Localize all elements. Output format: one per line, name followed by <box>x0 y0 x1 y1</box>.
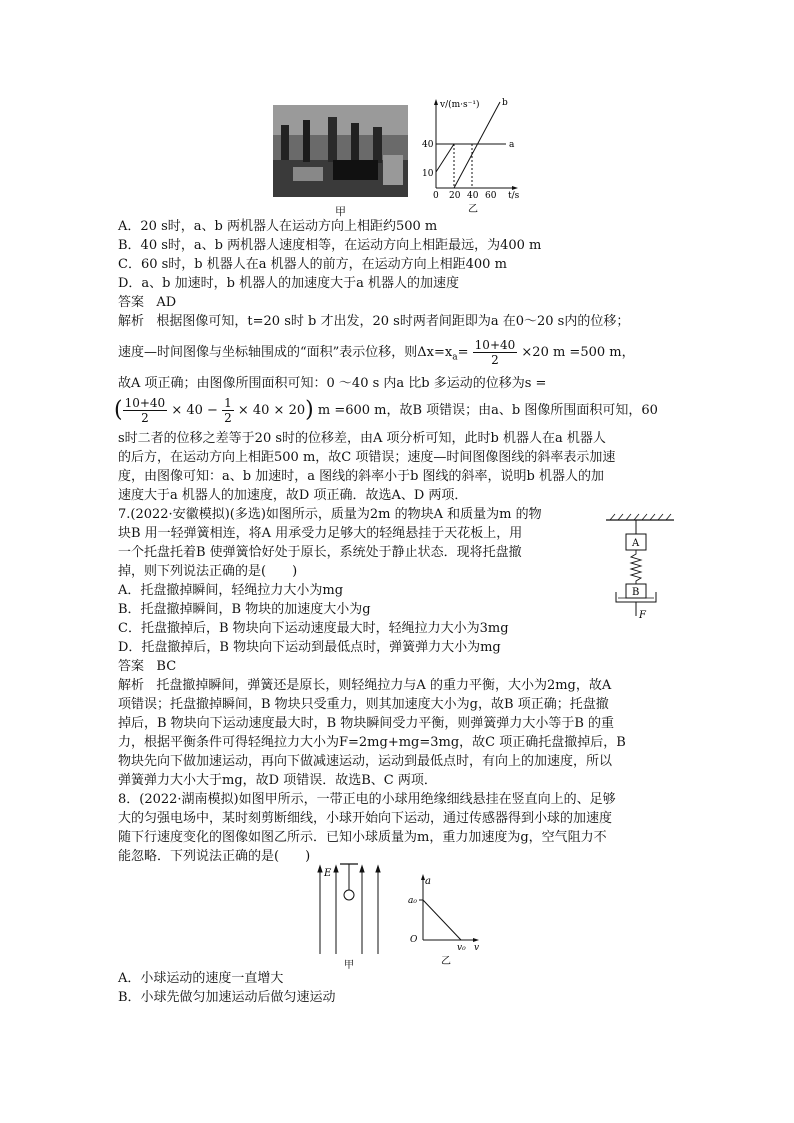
q8-stem-4: 能忽略．下列说法正确的是( ) <box>118 849 311 864</box>
denominator: 2 <box>491 353 499 367</box>
q6-exp-line1 <box>118 313 674 331</box>
q7-option-d: D．托盘撤掉后，B 物块向下运动到最低点时，弹簧弹力大小为mg <box>118 640 501 655</box>
answer-label: 答案 <box>118 295 145 310</box>
q6-exp-line7: 度，由图像可知：a、b 加速时，a 图线的斜率小于b 图线的斜率，说明b 机器人的加 <box>118 469 604 484</box>
q6-exp-line6: 的后方，在运动方向上相距500 m，故C 项错误；速度—时间图像图线的斜率表示加速 <box>118 450 616 465</box>
q6-exp-line5: s时二者的位移之差等于20 s时的位移差，由A 项分析可知，此时b 机器人在a 机器人 <box>118 431 606 446</box>
graph-caption: 乙 <box>468 204 478 214</box>
label-B: B <box>632 587 640 598</box>
label-v: v <box>474 943 480 953</box>
caption-yi: 乙 <box>441 956 451 967</box>
answer-value: BC <box>156 659 177 674</box>
exp-text: m =600 m，故B 项错误；由a、b 图像所围面积可知，60 <box>317 403 658 418</box>
q7-exp-line2: 项错误；托盘撤掉瞬间，B 物块只受重力，则其加速度大小为g，故B 项正确；托盘撤 <box>118 697 609 712</box>
q7-stem-4: 掉，则下列说法正确的是( ) <box>118 564 298 579</box>
tick-20: 20 <box>449 191 461 201</box>
exp-label: 解析 <box>118 678 145 693</box>
tick-60: 60 <box>485 191 497 201</box>
exp-text: 根据图像可知，t=20 s时 b 才出发，20 s时两者间距即为a 在0～20 s内的位移； <box>156 314 630 329</box>
tick-10: 10 <box>422 169 434 179</box>
photo-caption: 甲 <box>335 205 346 218</box>
q6-exp-line3: 故A 项正确；由图像所围面积可知：0 ～40 s 内a 比b 多运动的位移为s = <box>118 376 547 391</box>
graph-line-b: b <box>502 98 508 108</box>
exp-text: 速度—时间图像与坐标轴围成的“面积”表示位移，则Δx=x <box>118 345 453 360</box>
q6-exp-line2 <box>118 338 635 367</box>
q8-stem-3: 随下行速度变化的图像如图乙所示．已知小球质量为m，重力加速度为g，空气阻力不 <box>118 830 607 845</box>
label-E: E <box>324 868 332 879</box>
label-v0: v₀ <box>457 943 466 953</box>
spring-block-figure <box>600 512 680 624</box>
tick-40x: 40 <box>467 191 479 201</box>
exp-text: = <box>457 345 469 360</box>
graph-x-label: t/s <box>508 191 520 201</box>
label-O: O <box>410 935 418 945</box>
q7-answer <box>118 658 176 676</box>
q6-answer <box>118 294 176 312</box>
q7-option-b: B．托盘撤掉瞬间，B 物块的加速度大小为g <box>118 602 371 617</box>
answer-value: AD <box>156 295 177 310</box>
q8-stem-1: 8．(2022·湖南模拟)如图甲所示，一带正电的小球用绝缘细线悬挂在竖直向上的、足够 <box>118 792 616 807</box>
fraction <box>473 338 518 367</box>
exp-text: ×20 m =500 m， <box>521 345 635 360</box>
q6-option-c: C．60 s时，b 机器人在a 机器人的前方，在运动方向上相距400 m <box>118 257 507 272</box>
q6-exp-line8: 速度大于a 机器人的加速度，故D 项正确．故选A、D 两项． <box>118 488 468 503</box>
q7-stem-3: 一个托盘托着B 使弹簧恰好处于原长，系统处于静止状态．现将托盘撤 <box>118 545 522 560</box>
q6-option-a: A．20 s时，a、b 两机器人在运动方向上相距约500 m <box>118 219 438 234</box>
q7-exp-line4: 力，根据平衡条件可得轻绳拉力大小为F=2mg+mg=3mg，故C 项正确托盘撤掉后，B <box>118 735 626 750</box>
graph-line-a: a <box>509 140 515 150</box>
tick-0: 0 <box>433 191 439 201</box>
numerator: 1 <box>224 396 232 410</box>
q8-option-b: B．小球先做匀加速运动后做匀速运动 <box>118 990 336 1005</box>
label-F: F <box>639 610 646 621</box>
exp-label: 解析 <box>118 314 145 329</box>
exp-text: × 40 × 20 <box>237 403 306 418</box>
q8-option-a: A．小球运动的速度一直增大 <box>118 971 284 986</box>
fraction <box>222 396 234 425</box>
q8-stem-2: 大的匀强电场中，某时刻剪断细线，小球开始向下运动，通过传感器得到小球的加速度 <box>118 811 613 826</box>
q7-option-a: A．托盘撤掉瞬间，轻绳拉力大小为mg <box>118 583 344 598</box>
q7-stem-2: 块B 用一轻弹簧相连，将A 用承受力足够大的轻绳悬挂于天花板上，用 <box>118 526 523 541</box>
q7-exp-line1 <box>118 677 611 695</box>
denominator: 2 <box>224 411 232 425</box>
q7-option-c: C．托盘撤掉后，B 物块向下运动速度最大时，轻绳拉力大小为3mg <box>118 621 509 636</box>
vt-graph <box>418 96 528 214</box>
denominator: 2 <box>141 411 149 425</box>
q6-exp-line4: ( $\frac{10+40}{2}$ × 40 − $\frac{1}{2}$ × 40 × 20) m =600 m，故B 项错误；由a、b 图像所围面积可知，60 <box>114 396 658 425</box>
caption-jia: 甲 <box>344 960 354 970</box>
label-A: A <box>632 538 640 549</box>
numerator: 10+40 <box>474 338 516 352</box>
graph-y-label: v/(m·s⁻¹) <box>440 100 480 110</box>
q7-exp-line6: 弹簧弹力大小大于mg，故D 项错误．故选B、C 两项． <box>118 773 437 788</box>
numerator: 10+40 <box>124 396 166 410</box>
robot-photo <box>273 105 408 197</box>
label-a: a <box>425 876 431 887</box>
tick-40: 40 <box>422 140 434 150</box>
q6-option-d: D．a、b 加速时，b 机器人的加速度大于a 机器人的加速度 <box>118 276 459 291</box>
exp-text: 托盘撤掉瞬间，弹簧还是原长，则轻绳拉力与A 的重力平衡，大小为2mg，故A <box>156 678 612 693</box>
answer-label: 答案 <box>118 659 145 674</box>
electric-field-figure <box>310 862 390 970</box>
q6-option-b: B．40 s时，a、b 两机器人速度相等，在运动方向上相距最远，为400 m <box>118 238 542 253</box>
q7-exp-line5: 物块先向下做加速运动，再向下做减速运动，运动到最低点时，有向上的加速度，所以 <box>118 754 613 769</box>
fraction <box>123 396 168 425</box>
subscript: a <box>452 352 458 363</box>
q7-stem-1: 7.(2022·安徽模拟)(多选)如图所示，质量为2m 的物块A 和质量为m 的物 <box>118 507 542 522</box>
label-a0: a₀ <box>408 896 417 906</box>
exp-text: × 40 − <box>171 403 218 418</box>
q7-exp-line3: 掉后，B 物块向下运动速度最大时，B 物块瞬间受力平衡，则弹簧弹力大小等于B 的重 <box>118 716 615 731</box>
a-v-graph <box>405 872 485 968</box>
